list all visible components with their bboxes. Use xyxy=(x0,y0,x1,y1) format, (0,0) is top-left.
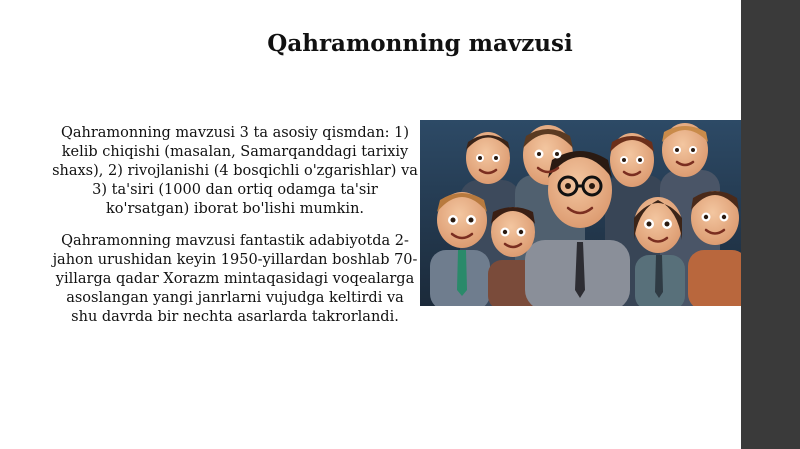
paragraph-1: Qahramonning mavzusi 3 ta asosiy qismdan: 1) kelib chiqishi (masalan, Samarqanddagi tarixiy shaxs), 2) rivojlanishi (4 bosqichli o'zgarishlar) va 3) ta'siri (1000 dan ortiq odamga ta'sir ko'rsatgan) iborat bo'lishi mumkin. xyxy=(52,125,418,217)
slide-title: Qahramonning mavzusi xyxy=(267,30,573,57)
right-sidebar-bar xyxy=(741,0,800,449)
paragraph-2: Qahramonning mavzusi fantastik adabiyotda 2-jahon urushidan keyin 1950-yillardan boshlab 70-yillarga qadar Xorazm mintaqasidagi voqealarga asoslangan yangi janrlarni vujudga keltirdi va shu davrda bir nechta asarlarda takrorlandi. xyxy=(52,233,418,325)
cartoon-group-image xyxy=(420,120,753,306)
